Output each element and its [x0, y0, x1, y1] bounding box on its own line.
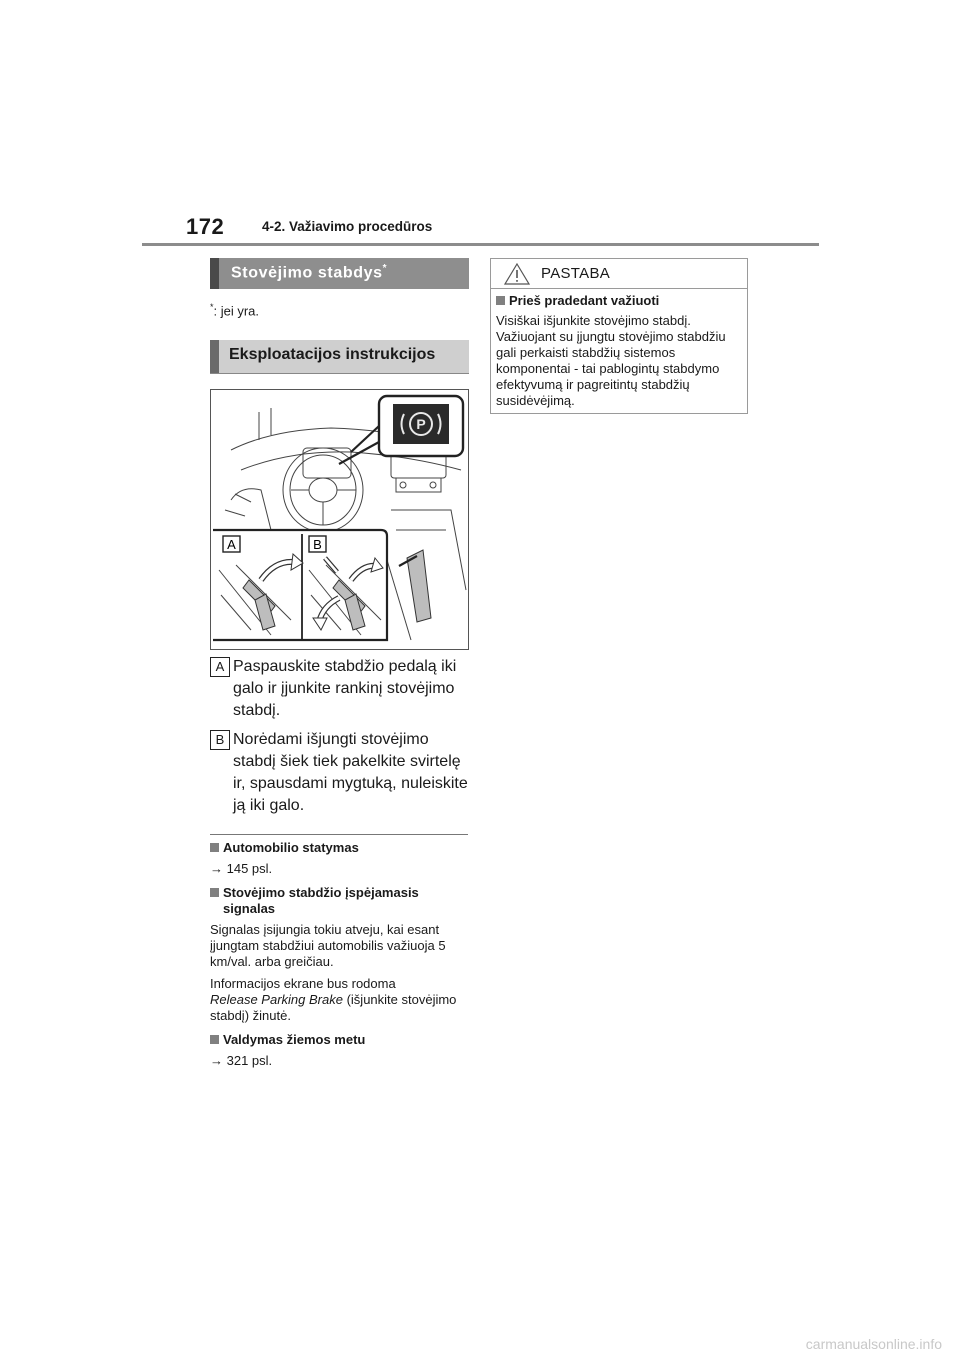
- figure-label-b: B: [313, 537, 322, 552]
- parking-brake-figure: [210, 389, 469, 650]
- subheading-banner: Eksploatacijos instrukcijos: [210, 340, 469, 373]
- footnote-text: : jei yra.: [213, 303, 260, 319]
- figure-label-a: A: [227, 537, 236, 552]
- chapter-banner-mark: *: [382, 263, 388, 274]
- notice-title: PASTABA: [541, 265, 611, 282]
- footnote: [210, 302, 259, 318]
- note-ref-parking: → 145 psl.: [210, 861, 273, 876]
- step-b: [210, 729, 468, 817]
- step-badge-a: A: [210, 657, 230, 677]
- square-bullet-icon: [210, 1035, 219, 1044]
- step-a-text: Paspauskite stabdžio pedalą iki galo ir įjunkite rankinį stovėjimo stabdį.: [233, 658, 457, 719]
- display-message: Release Parking Brake: [210, 992, 343, 1007]
- page-number: 172: [186, 214, 225, 239]
- notice-box: [490, 258, 748, 414]
- subheading-rule: [210, 373, 469, 374]
- header-rule: [142, 243, 819, 246]
- note-warning-text: Signalas įsijungia tokiu atveju, kai esant įjungtam stabdžiui automobilis važiuoja 5 km/val. arba greičiau.: [210, 922, 446, 969]
- note-warning-display: Informacijos ekrane bus rodoma Release Parking Brake (išjunkite stovėjimo stabdį) žinutė.: [210, 976, 457, 1023]
- step-badge-b: B: [210, 730, 230, 750]
- notice-header: [491, 259, 747, 289]
- note-heading-winter: Valdymas žiemos metu: [210, 1032, 470, 1048]
- square-bullet-icon: [210, 843, 219, 852]
- square-bullet-icon: [210, 888, 219, 897]
- notes-rule: [210, 834, 468, 835]
- note-heading-warning: Stovėjimo stabdžio įspėjamasis signalas: [210, 885, 470, 917]
- watermark: carmanualsonline.info: [805, 1336, 942, 1352]
- square-bullet-icon: [496, 296, 505, 305]
- chapter-banner-title: Stovėjimo stabdys: [231, 264, 383, 282]
- step-a: [210, 656, 468, 722]
- footnote-mark: *: [210, 302, 214, 312]
- indicator-letter: P: [416, 416, 426, 432]
- notice-body: Visiškai išjunkite stovėjimo stabdį. Važiuojant su įjungtu stovėjimo stabdžiu gali perkaisti stabdžių sistemos komponentai - tai pablogintų stabdymo efektyvumą ir pagreitintų stabdžių susidėvėjimą.: [496, 313, 726, 408]
- notice-subheading: Prieš pradedant važiuoti: [496, 293, 659, 308]
- chapter-banner: [210, 258, 469, 289]
- note-ref-winter: → 321 psl.: [210, 1053, 273, 1068]
- note-heading-parking: Automobilio statymas: [210, 840, 470, 856]
- section-title: 4-2. Važiavimo procedūros: [262, 219, 433, 234]
- step-b-text: Norėdami išjungti stovėjimo stabdį šiek tiek pakelkite svirtelę ir, spausdami mygtuką, nuleiskite ją iki galo.: [233, 731, 468, 814]
- warning-triangle-icon: [504, 263, 530, 285]
- dashboard-illustration: [211, 390, 468, 649]
